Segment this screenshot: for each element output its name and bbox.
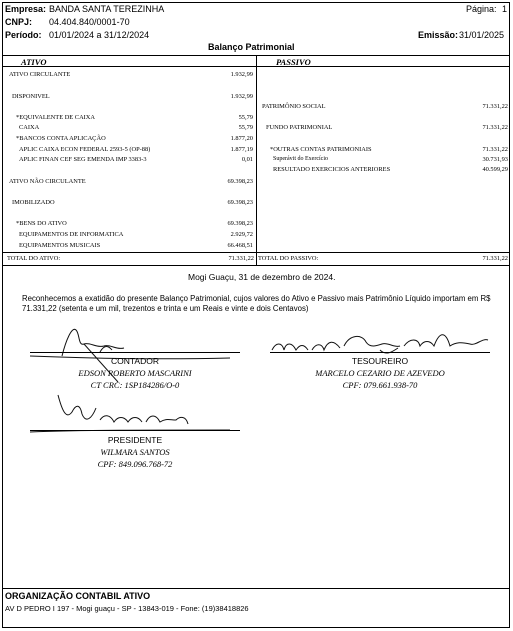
ativo-row-value: 69.398,23 (227, 178, 253, 185)
tesoureiro-role: TESOUREIRO (351, 356, 409, 366)
passivo-row-label: PATRIMÔNIO SOCIAL (262, 103, 326, 110)
ativo-row-value: 1.877,19 (230, 146, 253, 153)
ativo-row-label: *EQUIVALENTE DE CAIXA (16, 114, 96, 121)
presidente-name: WILMARA SANTOS (100, 447, 170, 457)
passivo-row-label: FUNDO PATRIMONIAL (266, 124, 333, 131)
presidente-role: PRESIDENTE (107, 435, 163, 445)
passivo-row-value: 71.331,22 (482, 124, 508, 131)
contador-name: EDSON ROBERTO MASCARINI (78, 368, 192, 378)
ativo-row-label: ATIVO NÃO CIRCULANTE (9, 178, 86, 185)
ativo-row-label: DISPONIVEL (12, 93, 50, 100)
cnpj-label: CNPJ: (5, 17, 33, 27)
ativo-row-label: *BENS DO ATIVO (16, 220, 67, 227)
total-passivo-value: 71.331,22 (482, 255, 508, 262)
presidente-doc: CPF: 849.096.768-72 (97, 459, 173, 469)
tesoureiro-doc: CPF: 079.661.938-70 (342, 380, 418, 390)
footer-org: ORGANIZAÇÃO CONTABIL ATIVO (5, 591, 151, 601)
passivo-row-value: 40.599,29 (482, 166, 508, 173)
passivo-row-label: Superávit do Exercício (273, 156, 328, 162)
pagina-value: 1 (502, 4, 508, 14)
signature-line-tesoureiro (270, 352, 490, 353)
contador-doc: CT CRC: 1SP184286/O-0 (90, 380, 180, 390)
pagina-label: Página: (466, 4, 497, 14)
cnpj-value: 04.404.840/0001-70 (49, 17, 130, 27)
declaration-line-2: 71.331,22 (setenta e um mil, trezentos e trinta e um Reais e vinte e dois Centavos) (22, 304, 309, 313)
ativo-row-value: 1.932,99 (230, 71, 253, 78)
page-title: Balanço Patrimonial (208, 42, 295, 52)
signature-tesoureiro (272, 335, 488, 353)
ativo-row-value: 69.398,23 (227, 220, 253, 227)
passivo-heading: PASSIVO (276, 57, 311, 67)
declaration-line-1: Reconhecemos a exatidão do presente Balanço Patrimonial, cujos valores do Ativo e Passivo mais Patrimônio Líquido importam em R$ (22, 294, 491, 303)
passivo-row-label: *OUTRAS CONTAS PATRIMONIAIS (270, 146, 372, 153)
ativo-row-value: 66.468,51 (227, 242, 253, 249)
total-ativo-label: TOTAL DO ATIVO: (7, 255, 61, 262)
ativo-row-value: 0,01 (241, 156, 253, 163)
signature-line-contador (30, 352, 240, 353)
ativo-row-value: 1.932,99 (230, 93, 253, 100)
ativo-row-label: APLIC FINAN CEF SEG EMENDA IMP 3383-3 (19, 156, 147, 163)
ativo-row-label: EQUIPAMENTOS MUSICAIS (19, 242, 101, 249)
total-passivo-label: TOTAL DO PASSIVO: (258, 255, 319, 262)
periodo-label: Período: (5, 30, 42, 40)
tesoureiro-name: MARCELO CEZARIO DE AZEVEDO (315, 368, 445, 378)
footer-divider (3, 588, 510, 589)
passivo-row-value: 30.731,93 (482, 156, 508, 163)
ativo-row-value: 2.929,72 (230, 231, 253, 238)
ativo-row-label: CAIXA (19, 124, 40, 131)
contador-role: CONTADOR (110, 356, 159, 366)
ativo-heading: ATIVO (21, 57, 47, 67)
ativo-row-label: IMOBILIZADO (12, 199, 55, 206)
ativo-row-value: 1.877,20 (230, 135, 253, 142)
passivo-row-value: 71.331,22 (482, 103, 508, 110)
ativo-row-label: ATIVO CIRCULANTE (9, 71, 71, 78)
passivo-row-label: RESULTADO EXERCICIOS ANTERIORES (273, 166, 391, 173)
empresa-label: Empresa: (5, 4, 47, 14)
ativo-row-label: *BANCOS CONTA APLICAÇÃO (16, 135, 106, 142)
emissao-value: 31/01/2025 (459, 30, 505, 40)
ativo-row-value: 69.398,23 (227, 199, 253, 206)
footer-address: AV D PEDRO I 197 - Mogi guaçu - SP - 13843-019 - Fone: (19)38418826 (5, 604, 249, 613)
periodo-value: 01/01/2024 a 31/12/2024 (49, 30, 150, 40)
place-date: Mogi Guaçu, 31 de dezembro de 2024. (188, 272, 336, 282)
signature-line-presidente (30, 430, 240, 431)
emissao-label: Emissão: (418, 30, 459, 40)
passivo-row-value: 71.331,22 (482, 146, 508, 153)
ativo-row-label: APLIC CAIXA ECON FEDERAL 2593-5 (OP-88) (19, 146, 151, 153)
empresa-value: BANDA SANTA TEREZINHA (49, 4, 165, 14)
signature-presidente (30, 395, 230, 432)
ativo-row-value: 55,79 (238, 124, 253, 131)
ativo-row-label: EQUIPAMENTOS DE INFORMATICA (19, 231, 124, 238)
total-ativo-value: 71.331,22 (228, 255, 254, 262)
ativo-row-value: 55,79 (238, 114, 253, 121)
